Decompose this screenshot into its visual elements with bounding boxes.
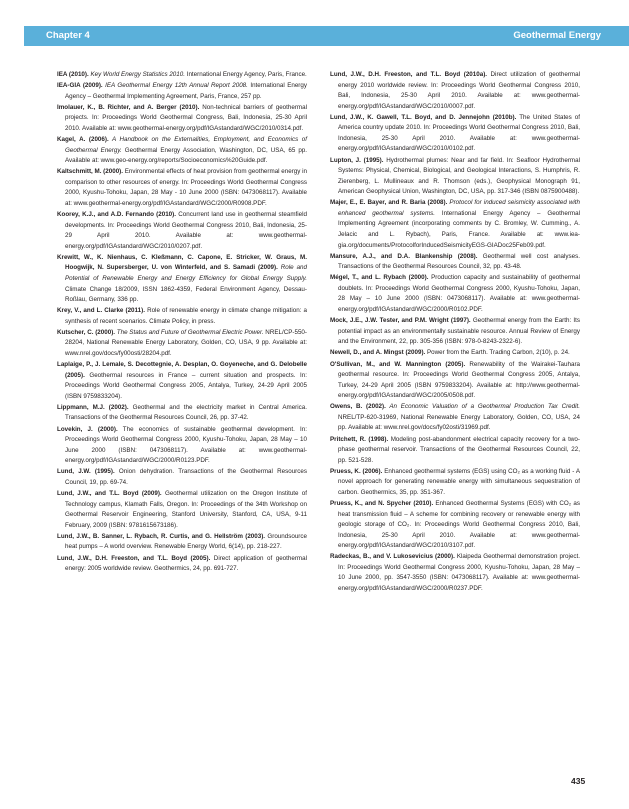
reference-entry xyxy=(57,253,307,306)
reference-details: Enhanced Geothermal Systems (EGS) with CO₂ as heat transmission fluid – A scheme for combining recovery or renewable energy with geologic storage of CO₂. In: Proceedings World Geothermal Congress 2010, Bali, Indonesia, 25-30 April 2010. Available at: www.geothermal-energy.org/pdf/IGAstandard/WGC/2010/3107.pdf. xyxy=(338,500,580,550)
reference-details: The United States of America country update 2010. In: Proceedings World Geothermal Congress 2010, Bali, Indonesia, 25-30 April 2010. Available at: www.geothermal-energy.org/pdf/IGAstandard/WGC/2010/0102.pdf. xyxy=(338,113,580,153)
reference-entry xyxy=(57,425,307,467)
reference-authors: Lund, J.W., K. Gawell, T.L. Boyd, and D. Jennejohn (2010b). xyxy=(330,113,517,121)
reference-authors: Lund, J.W., B. Sanner, L. Rybach, R. Curtis, and G. Hellström (2003). xyxy=(57,532,266,540)
section-title: Geothermal Energy xyxy=(513,30,601,41)
reference-details: Groundsource heat pumps – A world overview. Renewable Energy World, 6(14), pp. 218-227. xyxy=(65,532,307,551)
reference-authors: Lippmann, M.J. (2002). xyxy=(57,403,129,411)
reference-details: NREL/CP-550-28204, National Renewable Energy Laboratory, Golden, CO, USA, 9 pp. Available at: www.nrel.gov/docs/fy00osti/28204.pdf. xyxy=(65,328,307,357)
reference-entry xyxy=(57,467,307,488)
reference-authors: Mock, J.E., J.W. Tester, and P.M. Wright (1997). xyxy=(330,317,471,325)
references-right-column xyxy=(330,70,580,595)
reference-authors: Krewitt, W., K. Nienhaus, C. Kleßmann, C. Capone, E. Stricker, W. Graus, M. Hoogwijk, N. Supersberger, U. von Winterfeld, and S. Samadi (2009). xyxy=(57,253,307,272)
reference-details: Direct application of geothermal energy: 2005 worldwide review. Geothermics, 24, pp. 691-727. xyxy=(65,554,307,573)
reference-title: The Status and Future of Geothermal Electric Power. xyxy=(115,328,264,336)
reference-details: International Energy Agency – Geothermal Implementing Agreement, Paris, France, 257 pp. xyxy=(65,82,307,100)
reference-details: Geothermal well cost analyses. Transactions of the Geothermal Resources Council, 32, pp. 43-48. xyxy=(338,252,580,271)
reference-authors: Lovekin, J. (2000). xyxy=(57,425,118,433)
reference-entry xyxy=(330,348,580,359)
reference-details: Geothermal utilization on the Oregon Institute of Technology campus, Klamath Falls, Oregon. In: Proceedings of the 34th Workshop on Geothermal Reservoir Engineering, Stanford University, Stanford, CA, USA, 9-11 February, 2009 (ISBN: 9781615673186). xyxy=(65,490,308,529)
reference-authors: Majer, E., E. Bayer, and R. Baria (2008). xyxy=(330,199,448,207)
reference-details: Klaipeda Geothermal demonstration project. In: Proceedings World Geothermal Congress 2000, Kyushu-Tohoku, Japan, 28 May – 10 June 2000, pp. 3547-3550 (ISBN: 0473068117). Available at: www.geothermal-energy.org/pdf/IGAstandard/WGC/2000/R0237.PDF. xyxy=(338,553,580,592)
reference-details: International Energy Agency, Paris, France. xyxy=(184,71,307,78)
reference-entry xyxy=(57,81,307,102)
reference-details: The economics of sustainable geothermal development. In: Proceedings World Geothermal Congress 2000, Kyushu-Tohoku, Japan, 28 May – 10 June 2000 (ISBN: 0473068117). Available at: www.geothermal-energy.org/pdf/IGAstandard/WGC/2000/R0123.PDF. xyxy=(65,425,308,465)
reference-authors: Koorey, K.J., and A.D. Fernando (2010). xyxy=(57,211,176,219)
reference-details: Role of renewable energy in climate change mitigation: a synthesis of recent scenarios. Climate Policy, in press. xyxy=(65,307,307,325)
chapter-header-bar xyxy=(24,26,629,46)
reference-details: Geothermal Energy Association, Washington, DC, USA, 65 pp. Available at: www.geo-energy.org/reports/Socioeconomics%20Guide.pdf. xyxy=(65,146,308,165)
reference-details: Non-technical barriers of geothermal projects. In: Proceedings World Geothermal Congress, Bali, Indonesia, 25-30 April 2010. Available at: www.geothermal-energy.org/pdf/IGAstandard/WGC/2010/0314.pdf. xyxy=(65,103,308,132)
reference-authors: Owens, B. (2002). xyxy=(330,403,386,411)
reference-entry xyxy=(330,499,580,552)
reference-details: Production capacity and sustainability of geothermal doublets. In: Proceedings World Geothermal Congress 2000, Kyushu-Tohoku, Japan, 28 May – 10 June 2000 (ISBN: 0473068117). Available at: www.geothermal-energy.org/pdf/IGAstandard/WGC/2000/R0102.PDF. xyxy=(338,274,581,313)
reference-details: Climate Change 18/2009, ISSN 1862-4359, Federal Environment Agency, Dessau-Roßlau, Germany, 336 pp. xyxy=(65,285,307,304)
reference-title: IEA Geothermal Energy 12th Annual Report 2008. xyxy=(102,82,248,90)
reference-details: Enhanced geothermal systems (EGS) using CO₂ as a working fluid - A novel approach for generating renewable energy with simultaneous sequestration of carbon. Geothermics, 35, pp. 351-367. xyxy=(338,467,580,496)
reference-authors: Kagel, A. (2006). xyxy=(57,136,109,144)
reference-entry xyxy=(57,70,307,81)
reference-entry xyxy=(57,403,307,424)
reference-authors: IEA-GIA (2009). xyxy=(57,82,103,90)
reference-entry xyxy=(330,402,580,434)
page-number: 435 xyxy=(571,776,586,786)
reference-authors: Newell, D., and A. Mingst (2009). xyxy=(330,349,426,357)
reference-entry xyxy=(330,252,580,273)
reference-details: Geothermal resources in France – current situation and prospects. In: Proceedings World Geothermal Congress 2005, Antalya, Turkey, 24-29 April 2005 (ISBN 9759833204). xyxy=(65,371,307,400)
reference-entry xyxy=(57,135,307,167)
reference-details: Modeling post-abandonment electrical capacity recovery for a two-phase geothermal reservoir. Transactions of the Geothermal Resources Council, 22, pp. 521-528. xyxy=(338,435,580,464)
reference-title: Key World Energy Statistics 2010. xyxy=(88,71,185,78)
reference-details: Environmental effects of heat provision from geothermal energy in comparison to other resources of energy. In: Proceedings World Geothermal Congress 2000, Kyushu-Tohoku, Japan, 28 May - 10 June 2000 (ISBN: 0473068117). Available at: www.geothermal-energy.org/pdf/IGAstandard/WGC/2000/R0908.PDF. xyxy=(65,168,308,207)
reference-authors: Pritchett, R. (1998). xyxy=(330,435,389,443)
reference-authors: Lund, J.W., and T.L. Boyd (2009). xyxy=(57,490,162,498)
reference-authors: Imolauer, K., B. Richter, and A. Berger (2010). xyxy=(57,103,200,111)
reference-entry xyxy=(330,113,580,155)
reference-authors: Pruess, K. (2006). xyxy=(330,467,383,475)
reference-details: International Energy Agency – Geothermal Implementing Agreement (incorporating comments by C. Bromley, W. Cumming., A. Jelacic and L. Rybach), Paris, France. Available at: www.iea-gia.org/documents/ProtocolforInducedSeismicityEGS-GIADoc25Feb09.pdf. xyxy=(338,209,580,249)
reference-entry xyxy=(330,467,580,499)
reference-entry xyxy=(57,210,307,252)
reference-entry xyxy=(57,103,307,135)
reference-authors: Krey, V., and L. Clarke (2011). xyxy=(57,307,145,315)
reference-authors: Mansure, A.J., and D.A. Blankenship (2008). xyxy=(330,252,478,260)
reference-authors: Lund, J.W. (1995). xyxy=(57,468,115,476)
reference-entry xyxy=(330,316,580,348)
reference-details: NREL/TP-620-31969, National Renewable Energy Laboratory, Golden, CO, USA, 24 pp. Available at: www.nrel.gov/docs/fy02osti/31969.pdf. xyxy=(338,413,580,432)
reference-details: Geothermal energy from the Earth: Its potential impact as an environmentally sustainable resource. Annual Review of Energy and the Environment, 22, pp. 305-356 (ISBN: 978-0-8243-2322-6). xyxy=(338,317,580,346)
reference-details: Power from the Earth. Trading Carbon, 2(10), p. 24. xyxy=(425,349,570,357)
reference-details: Direct utilization of geothermal energy 2010 worldwide review. In: Proceedings World Geothermal Congress 2010, Bali, Indonesia, 25-30 April 2010. Available at: www.geothermal-energy.org/pdf/IGAstandard/WGC/2010/0007.pdf. xyxy=(338,71,580,110)
chapter-label: Chapter 4 xyxy=(46,30,90,41)
reference-entry xyxy=(57,554,307,575)
reference-title: An Economic Valuation of a Geothermal Production Tax Credit. xyxy=(385,403,580,411)
reference-entry xyxy=(57,532,307,553)
reference-title: Protocol for induced seismicity associated with enhanced geothermal systems. xyxy=(338,199,580,217)
reference-title: A Handbook on the Externalities, Employment, and Economics of Geothermal Energy. xyxy=(65,136,307,154)
reference-details: Hydrothermal plumes: Near and far field. In: Seafloor Hydrothermal Systems: Physical, Chemical, Biological, and Geological Interactions, S. Humphris, R. Zierenberg, L. Mullineaux and R. Thomson (eds.), Geophysical Monograph 91, American Geophysical Union, Washington, DC, USA, pp. 317-346 (ISBN 0875900488). xyxy=(338,156,580,196)
reference-details: Onion dehydration. Transactions of the Geothermal Resources Council, 19, pp. 69-74. xyxy=(65,468,307,486)
reference-entry xyxy=(330,70,580,112)
reference-authors: Laplaige, P., J. Lemale, S. Decottegnie, A. Desplan, O. Goyeneche, and G. Delobelle (2005). xyxy=(57,361,307,379)
references-left-column xyxy=(57,70,307,575)
reference-entry xyxy=(330,156,580,198)
reference-authors: Kutscher, C. (2000). xyxy=(57,328,116,336)
reference-entry xyxy=(330,360,580,402)
reference-authors: Lund, J.W., D.H. Freeston, and T.L. Boyd (2005). xyxy=(57,554,211,562)
reference-entry xyxy=(57,489,307,531)
reference-entry xyxy=(57,328,307,360)
reference-entry xyxy=(330,198,580,251)
reference-details: Geothermal and the electricity market in Central America. Transactions of the Geothermal Resources Council, 26, pp. 37-42. xyxy=(65,403,307,422)
reference-authors: Lund, J.W., D.H. Freeston, and T.L. Boyd (2010a). xyxy=(330,71,488,78)
reference-entry xyxy=(330,435,580,467)
reference-authors: Kaltschmitt, M. (2000). xyxy=(57,168,123,176)
reference-authors: Mégel, T., and L. Rybach (2000). xyxy=(330,274,429,282)
reference-authors: Pruess, K., and N. Spycher (2010). xyxy=(330,500,434,507)
reference-authors: Radeckas, B., and V. Lukosevicius (2000). xyxy=(330,553,455,561)
reference-details: Concurrent land use in geothermal steamfield developments. In: Proceedings World Geothermal Congress 2010, Bali, Indonesia, 25-29 April 2010. Available at: www.geothermal-energy.org/pdf/IGAstandard/WGC/2010/0207.pdf. xyxy=(65,211,307,250)
reference-authors: O'Sullivan, M., and W. Mannington (2005). xyxy=(330,360,466,368)
reference-entry xyxy=(57,306,307,327)
reference-title: Role and Potential of Renewable Energy and Energy Efficiency for Global Energy Supply. xyxy=(65,264,307,282)
reference-entry xyxy=(330,552,580,594)
reference-entry xyxy=(57,167,307,209)
reference-details: Renewability of the Wairakei-Tauhara geothermal resource. In: Proceedings World Geothermal Congress 2005, Antalya, Turkey, 24-29 April 2005 (ISBN 9759833204). Available at: http://www.geothermal-energy.org/pdf/IGAstandard/WGC/2005/0508.pdf. xyxy=(338,360,580,400)
reference-entry xyxy=(57,360,307,402)
reference-entry xyxy=(330,273,580,315)
reference-authors: Lupton, J. (1995). xyxy=(330,156,384,164)
reference-authors: IEA (2010). xyxy=(57,71,89,78)
